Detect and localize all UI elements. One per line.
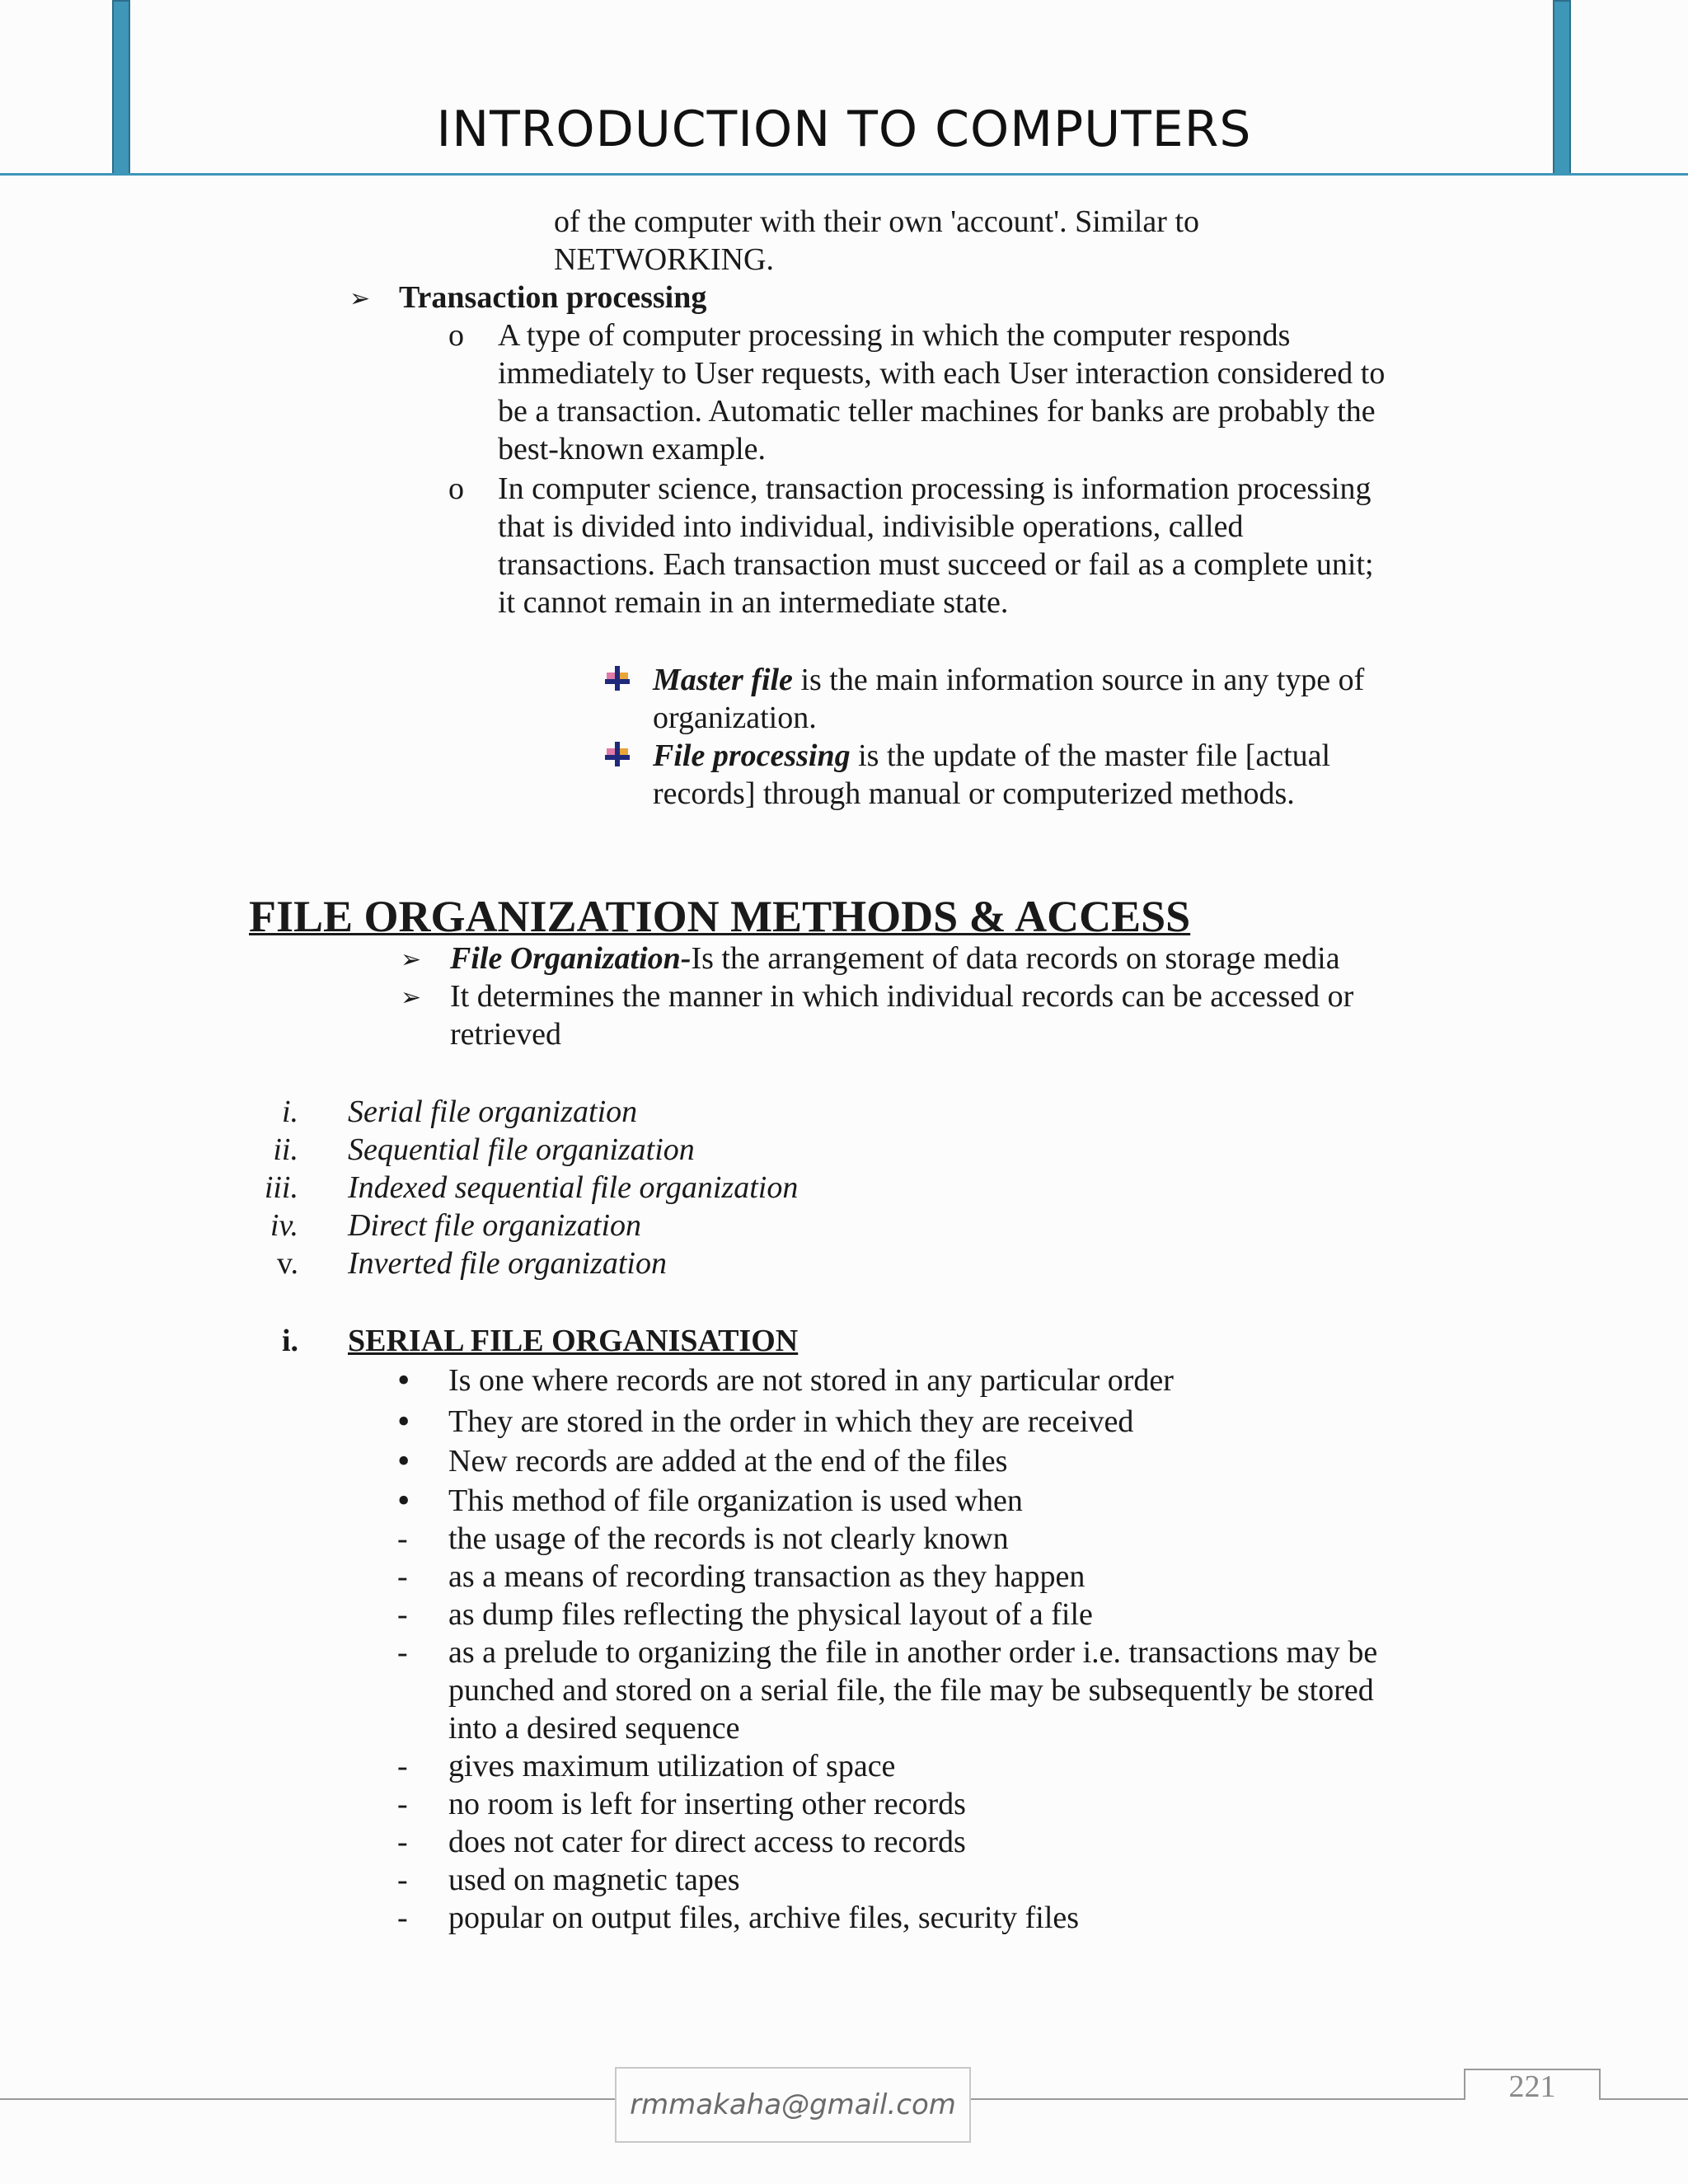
- paragraph-line: retrieved: [450, 1017, 562, 1052]
- dash-marker: -: [397, 1597, 408, 1632]
- page-title: INTRODUCTION TO COMPUTERS: [436, 101, 1252, 158]
- dot-bullet-icon: •: [397, 1441, 410, 1481]
- method-item: Direct file organization: [348, 1208, 642, 1243]
- section-heading: FILE ORGANIZATION METHODS & ACCESS: [249, 892, 1191, 941]
- continuation-line: NETWORKING.: [554, 242, 775, 277]
- term-master-file: Master file: [653, 663, 793, 697]
- arrow-bullet-icon: ➢: [349, 284, 371, 313]
- footer-rule-left: [0, 2098, 615, 2100]
- dash-marker: -: [397, 1825, 408, 1859]
- method-item: Serial file organization: [348, 1094, 638, 1129]
- header-rule: [0, 173, 1688, 176]
- paragraph-line: be a transaction. Automatic teller machines for banks are probably the: [498, 394, 1376, 429]
- arrow-bullet-icon: ➢: [401, 983, 422, 1012]
- dash-marker: -: [397, 1900, 408, 1935]
- note-file-processing: [653, 737, 1330, 775]
- dash-marker: -: [397, 1787, 408, 1821]
- paragraph-line: A type of computer processing in which the computer responds: [498, 318, 1291, 353]
- list-item: Is one where records are not stored in any particular order: [448, 1363, 1174, 1398]
- continuation-line: of the computer with their own 'account'. Similar to: [554, 204, 1200, 239]
- note-line: organization.: [653, 701, 817, 735]
- list-item: This method of file organization is used when: [448, 1483, 1023, 1518]
- dash-item-continued: into a desired sequence: [448, 1711, 740, 1746]
- dash-marker: -: [397, 1635, 408, 1670]
- dash-item: no room is left for inserting other records: [448, 1787, 966, 1821]
- dash-item: the usage of the records is not clearly known: [448, 1521, 1009, 1556]
- note-line: records] through manual or computerized methods.: [653, 776, 1295, 811]
- dash-item: used on magnetic tapes: [448, 1863, 740, 1897]
- list-item: New records are added at the end of the files: [448, 1444, 1008, 1479]
- method-item: Indexed sequential file organization: [348, 1170, 799, 1205]
- dash-item: gives maximum utilization of space: [448, 1749, 896, 1783]
- paragraph-line: transactions. Each transaction must succeed or fail as a complete unit;: [498, 547, 1374, 582]
- dash-item: popular on output files, archive files, security files: [448, 1900, 1080, 1935]
- footer-email: rmmakaha@gmail.com: [615, 2067, 971, 2143]
- method-item: Inverted file organization: [348, 1246, 667, 1281]
- dash-item: does not cater for direct access to records: [448, 1825, 966, 1859]
- dash-item: as dump files reflecting the physical layout of a file: [448, 1597, 1093, 1632]
- arrow-bullet-icon: ➢: [401, 945, 422, 974]
- list-number: iii.: [264, 1170, 298, 1205]
- list-number: ii.: [273, 1132, 298, 1167]
- list-number: i.: [281, 1324, 298, 1358]
- paragraph-line: In computer science, transaction processing is information processing: [498, 471, 1372, 506]
- paragraph-line: It determines the manner in which individual records can be accessed or: [450, 979, 1354, 1014]
- term-file-processing: File processing: [653, 738, 851, 773]
- term-file-organization: File Organization-: [450, 941, 692, 976]
- list-number: i.: [281, 1094, 298, 1129]
- note-master-file: [653, 661, 1364, 699]
- subheading-transaction: Transaction processing: [399, 280, 707, 315]
- note-text: is the update of the master file [actual: [850, 738, 1331, 773]
- cross-bullet-icon: [605, 742, 630, 766]
- definition-text: Is the arrangement of data records on storage media: [691, 941, 1340, 976]
- paragraph-line: best-known example.: [498, 432, 767, 466]
- paragraph-line: it cannot remain in an intermediate state.: [498, 585, 1009, 620]
- list-item: They are stored in the order in which they are received: [448, 1404, 1134, 1439]
- list-number: iv.: [270, 1208, 298, 1243]
- method-item: Sequential file organization: [348, 1132, 695, 1167]
- dash-item: as a means of recording transaction as they happen: [448, 1559, 1085, 1594]
- paragraph-line: immediately to User requests, with each User interaction considered to: [498, 356, 1386, 391]
- dot-bullet-icon: •: [397, 1401, 410, 1441]
- cross-bullet-icon: [605, 666, 630, 691]
- dash-marker: -: [397, 1863, 408, 1897]
- footer-rule-right: [1601, 2098, 1688, 2100]
- dot-bullet-icon: •: [397, 1480, 410, 1521]
- dash-marker: -: [397, 1559, 408, 1594]
- definition-line: [450, 940, 1340, 977]
- dash-item: as a prelude to organizing the file in another order i.e. transactions may be: [448, 1635, 1378, 1670]
- paragraph-line: that is divided into individual, indivisible operations, called: [498, 509, 1244, 544]
- dot-bullet-icon: •: [397, 1360, 410, 1400]
- circle-bullet-icon: o: [448, 471, 464, 506]
- note-text: is the main information source in any type of: [792, 663, 1365, 697]
- dash-marker: -: [397, 1749, 408, 1783]
- dash-marker: -: [397, 1521, 408, 1556]
- dash-item-continued: punched and stored on a serial file, the file may be subsequently be stored: [448, 1673, 1374, 1708]
- page-number: 221: [1508, 2069, 1556, 2104]
- subheading-serial: SERIAL FILE ORGANISATION: [348, 1324, 799, 1358]
- list-number: v.: [276, 1246, 298, 1281]
- footer-rule-middle: [971, 2098, 1465, 2100]
- circle-bullet-icon: o: [448, 318, 464, 353]
